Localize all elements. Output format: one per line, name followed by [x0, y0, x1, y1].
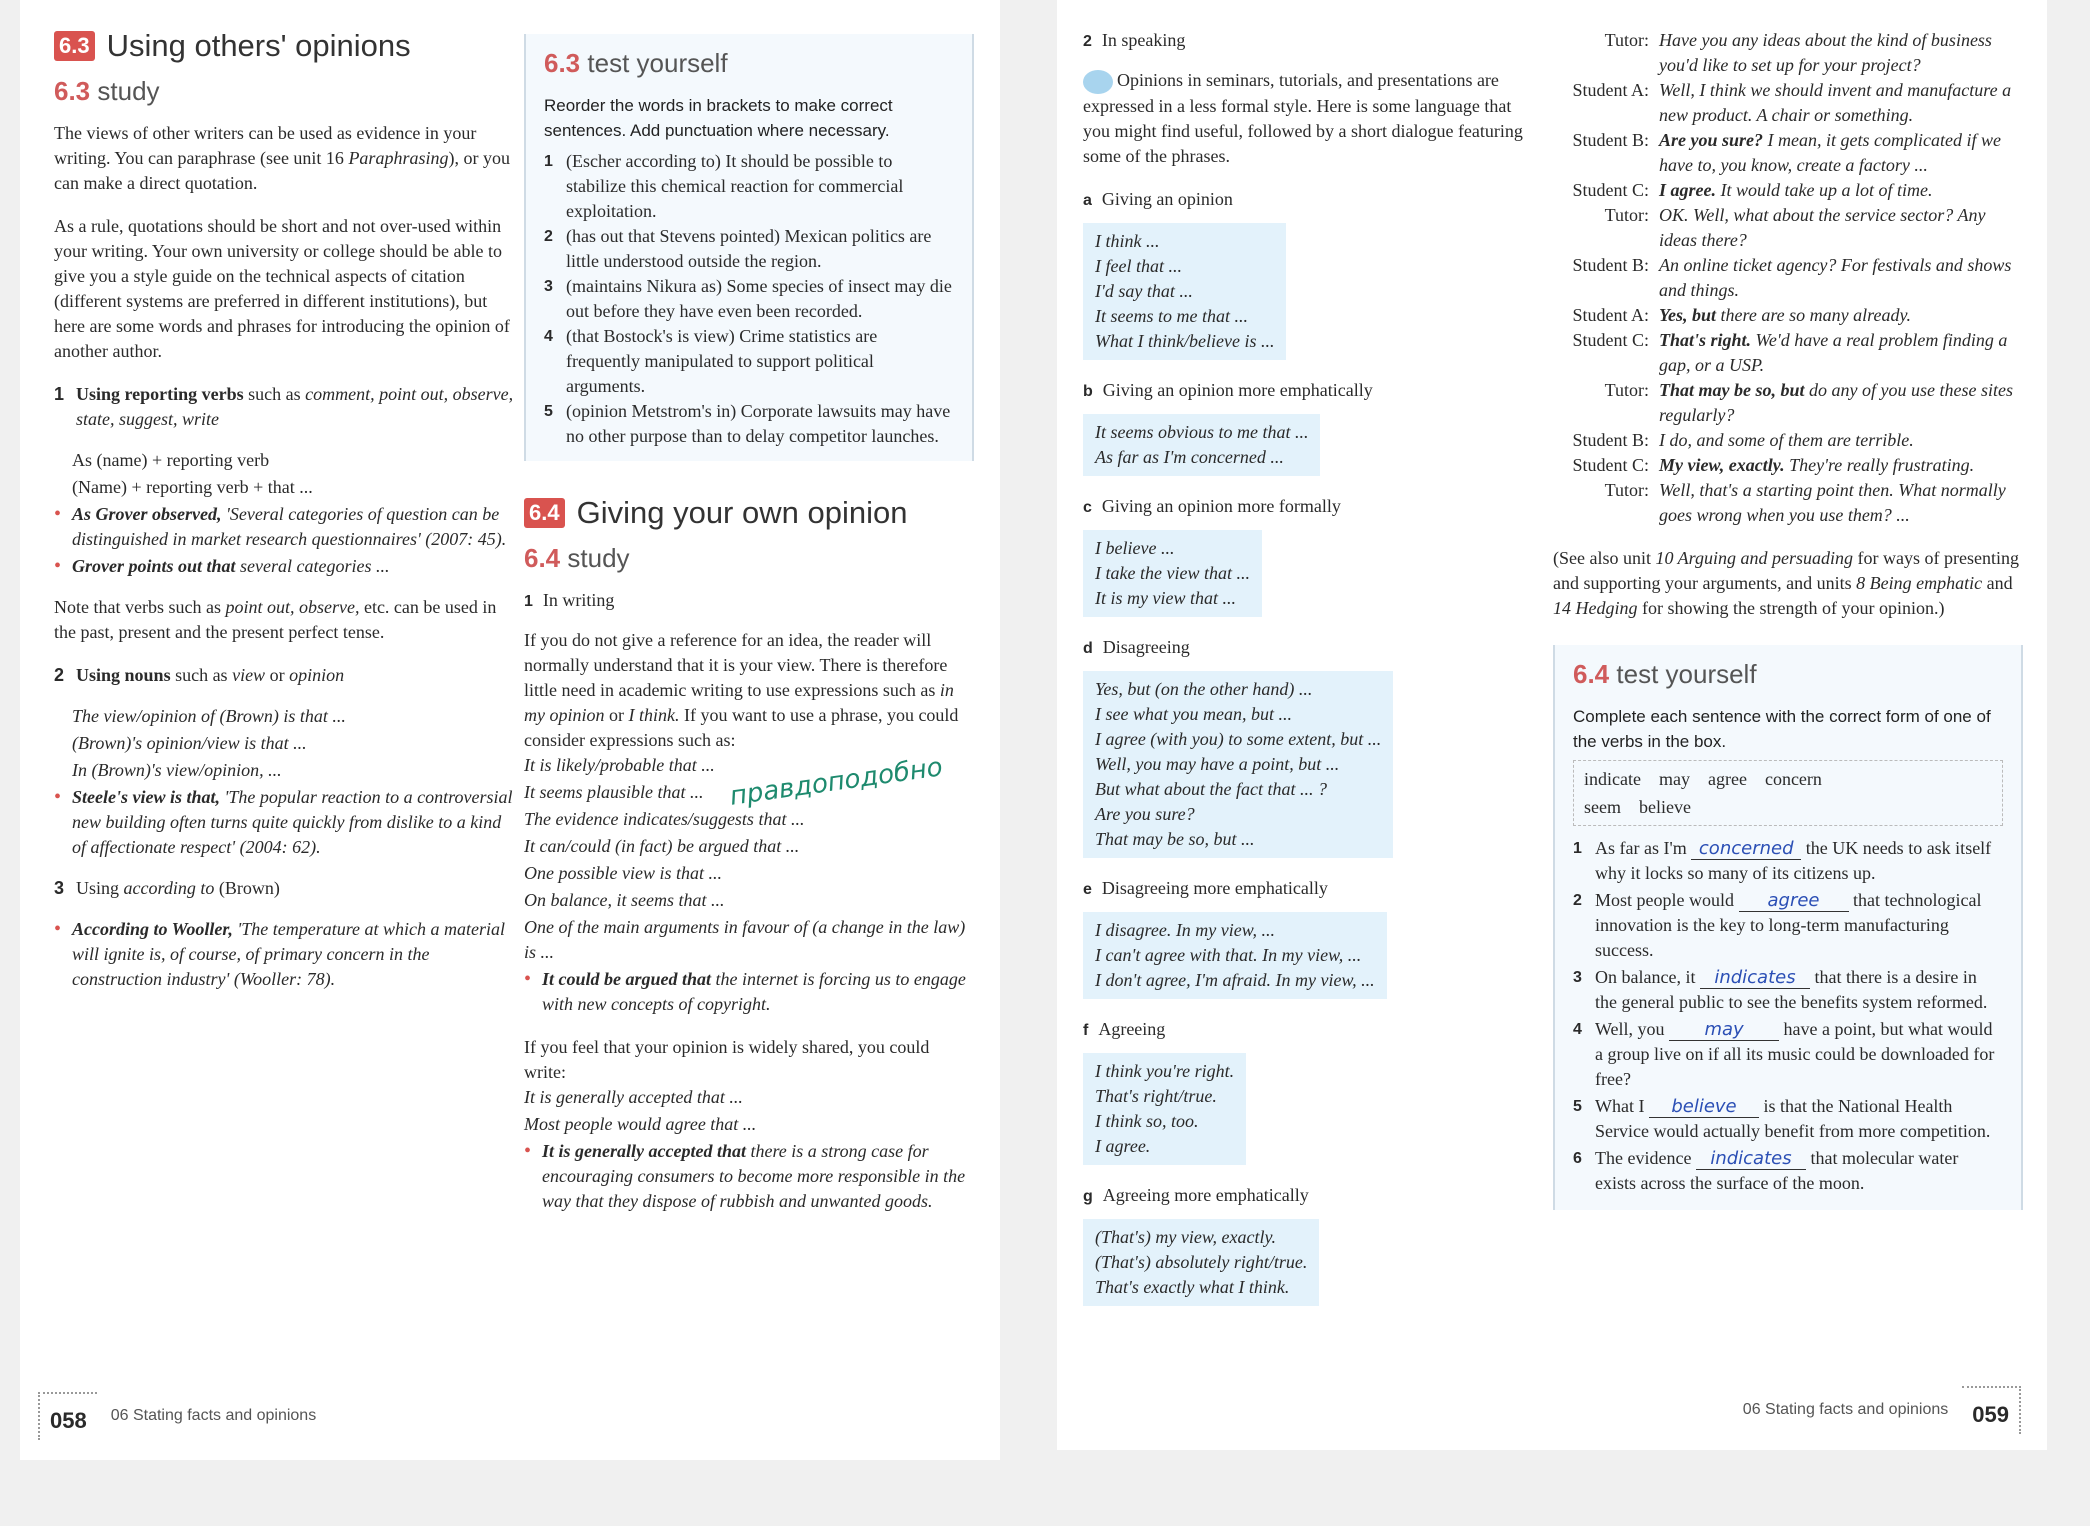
item-number: 6	[1573, 1150, 1582, 1167]
emphasis: That may be so, but	[1659, 380, 1805, 400]
bullet-example: • As Grover observed, 'Several categories of question can be distinguished in market research questionnaires' (2007: 45).	[54, 502, 516, 552]
group-title: Giving an opinion	[1101, 188, 1233, 209]
word-box	[1573, 760, 2003, 826]
item-number: 3	[1573, 969, 1582, 986]
item-number: 4	[544, 328, 553, 345]
phrase: That's exactly what I think.	[1095, 1276, 1290, 1297]
emphasis: I agree.	[1659, 180, 1716, 200]
speaker: Tutor:	[1604, 380, 1649, 400]
item-sentence	[1595, 965, 2003, 1015]
group-heading	[1083, 378, 1523, 404]
example-phrase: The evidence indicates/suggests that ...	[524, 809, 805, 829]
dialogue-line	[1553, 78, 2023, 128]
section-title: Giving your own opinion	[576, 495, 908, 530]
list-item: 3 Using according to (Brown)	[54, 878, 280, 898]
page-number: 059	[1962, 1386, 2021, 1434]
line-text	[1659, 28, 2023, 78]
left-column-1	[54, 28, 516, 994]
line-text	[1659, 128, 2023, 178]
phrase: (That's) absolutely right/true.	[1095, 1251, 1308, 1272]
line: there are so many already.	[1716, 305, 1911, 325]
group-letter: e	[1083, 880, 1092, 898]
word-option: believe	[1638, 797, 1691, 817]
phrase: (That's) my view, exactly.	[1095, 1226, 1276, 1247]
item-number: 4	[1573, 1021, 1582, 1038]
examples	[524, 753, 974, 1017]
section-6-4-heading	[524, 495, 974, 531]
line-text	[1659, 178, 1932, 203]
item-sentence	[1595, 1017, 2003, 1092]
footer-text: 06 Stating facts and opinions	[110, 1407, 317, 1424]
line-text	[1659, 253, 2023, 303]
sentence-start: Well, you	[1595, 1019, 1670, 1039]
phrase: It seems obvious to me that ...	[1095, 421, 1309, 442]
dialogue-line	[1553, 253, 2023, 303]
right-column-2	[1553, 28, 2023, 1210]
group-title: Agreeing	[1098, 1018, 1166, 1039]
dialogue-line	[1553, 453, 2023, 478]
word-option: agree	[1707, 769, 1747, 789]
subsection-heading: 2 In speaking	[1083, 30, 1186, 50]
test-item	[1573, 965, 2003, 1015]
line-text	[1659, 478, 2023, 528]
test-yourself-6-3	[524, 34, 974, 461]
dialogue-line	[1553, 478, 2023, 528]
line-text	[1659, 78, 2023, 128]
line: They're really frustrating.	[1784, 455, 1975, 475]
left-page	[20, 0, 1000, 1460]
line-text	[1659, 453, 1974, 478]
phrase: Well, you may have a point, but ...	[1095, 753, 1340, 774]
answer-blank[interactable]: indicates	[1696, 1149, 1806, 1170]
line: We'd have a real problem finding a gap, or a USP.	[1659, 330, 2008, 375]
phrase: I agree.	[1095, 1135, 1151, 1156]
item-number: 5	[1573, 1098, 1582, 1115]
bullet-example: • It is generally accepted that there is a strong case for encouraging consumers to become more responsible in the way that they dispose of rubbish and unwanted goods.	[524, 1139, 974, 1214]
right-column-1	[1083, 28, 1523, 1324]
test-yourself-6-4	[1553, 645, 2023, 1210]
dialogue	[1553, 28, 2023, 528]
example-phrase: It can/could (in fact) be argued that ...	[524, 836, 800, 856]
footer-text: 06 Stating facts and opinions	[1742, 1401, 1949, 1418]
group-letter: f	[1083, 1021, 1089, 1039]
answer-blank[interactable]: concerned	[1691, 839, 1801, 860]
group-letter: b	[1083, 382, 1093, 400]
paragraph: If you do not give a reference for an idea, the reader will normally understand that it is your view. There is therefore little need in academic writing to use expressions such as in my opinion or I think. If you want to use a phrase, you could consider expressions such as:	[524, 630, 959, 750]
phrase: I disagree. In my view, ...	[1095, 919, 1275, 940]
answer-blank[interactable]: may	[1669, 1020, 1779, 1041]
phrase-groups	[1083, 187, 1523, 1324]
sentence-end: is that the National Health Service would actually benefit from more competition.	[1595, 1096, 1991, 1141]
emphasis: My view, exactly.	[1659, 455, 1785, 475]
emphasis: That's right.	[1659, 330, 1752, 350]
bullet-example: • According to Wooller, 'The temperature at which a material will ignite is, of course, of primary concern in the construction industry' (Wooller: 78).	[54, 917, 516, 992]
test-yourself-heading: 6.3 test yourself	[544, 48, 728, 78]
group-title: Giving an opinion more emphatically	[1102, 379, 1373, 400]
list-item: 2 Using nouns such as view or opinion	[54, 665, 345, 685]
item-text: (Escher according to) It should be possible to stabilize this chemical reaction for commercial exploitation.	[566, 151, 904, 221]
sentence-start: The evidence	[1595, 1148, 1696, 1168]
sentence-end: have a point, but what would a group live on if all its music could be downloaded for free?	[1595, 1019, 1995, 1089]
group-heading	[1083, 876, 1523, 902]
phrase: But what about the fact that ... ?	[1095, 778, 1327, 799]
examples	[54, 917, 516, 992]
group-heading	[1083, 187, 1523, 213]
test-item	[544, 399, 954, 449]
test-item	[1573, 888, 2003, 963]
item-number: 1	[1573, 840, 1582, 857]
section-title: Using others' opinions	[106, 28, 411, 63]
item-sentence	[1595, 1094, 2003, 1144]
bullet-example: • Grover points out that several categories ...	[54, 554, 516, 579]
phrase-box	[1083, 414, 1320, 476]
phrase: I think so, too.	[1095, 1110, 1199, 1131]
word-option: seem	[1584, 797, 1621, 817]
list-item: 1 Using reporting verbs such as comment, point out, observe, state, suggest, write	[54, 384, 514, 429]
examples	[524, 1085, 974, 1214]
group-heading	[1083, 494, 1523, 520]
phrase: I can't agree with that. In my view, ...	[1095, 944, 1362, 965]
test-item	[1573, 1146, 2003, 1196]
speaker: Student B:	[1572, 255, 1649, 275]
dialogue-line	[1553, 128, 2023, 178]
item-number: 2	[544, 228, 553, 245]
sentence-end: the UK needs to ask itself why it locks so many of its citizens up.	[1595, 838, 1992, 883]
word-option: indicate	[1584, 769, 1641, 789]
sentence-end: that there is a desire in the general public to see the benefits system reformed.	[1595, 967, 1988, 1012]
paragraph: Opinions in seminars, tutorials, and presentations are expressed in a less formal style. Here is some language that you might find useful, followed by a short dialogue featuring some of the phrases.	[1083, 70, 1523, 166]
sentence-end: that technological innovation is the key to long-term manufacturing success.	[1595, 890, 1982, 960]
phrase: I agree (with you) to some extent, but ...	[1095, 728, 1382, 749]
group-heading	[1083, 1017, 1523, 1043]
example-phrase: One possible view is that ...	[524, 863, 722, 883]
line: I do, and some of them are terrible.	[1659, 430, 1914, 450]
line: An online ticket agency? For festivals and shows and things.	[1659, 255, 2012, 300]
answer-blank[interactable]: indicates	[1700, 968, 1810, 989]
test-instructions: Reorder the words in brackets to make correct sentences. Add punctuation where necessary.	[544, 96, 893, 140]
emphasis: Yes, but	[1659, 305, 1717, 325]
group-letter: a	[1083, 191, 1092, 209]
dialogue-line	[1553, 28, 2023, 78]
item-text: (maintains Nikura as) Some species of insect may die out before they have even been recorded.	[566, 276, 952, 321]
subsection-heading: 1 In writing	[524, 590, 615, 610]
dialogue-line	[1553, 178, 2023, 203]
sentence-start: On balance, it	[1595, 967, 1700, 987]
phrase-box	[1083, 671, 1393, 858]
paragraph: If you feel that your opinion is widely shared, you could write:	[524, 1037, 930, 1082]
group-letter: g	[1083, 1187, 1093, 1205]
right-page	[1057, 0, 2047, 1450]
speaker: Student C:	[1572, 180, 1649, 200]
speaker: Student B:	[1572, 430, 1649, 450]
examples: As (name) + reporting verb (Name) + reporting verb + that ... • As Grover observed, 'Several categories of question can be distinguished in market research questionnaires' (2007: 45). • Grover points out that several categories ...	[54, 448, 516, 579]
speaker: Tutor:	[1604, 30, 1649, 50]
phrase-box	[1083, 912, 1387, 999]
emphasis: Are you sure?	[1659, 130, 1764, 150]
item-number: 2	[1573, 892, 1582, 909]
paragraph: As a rule, quotations should be short and not over-used within your writing. Your own university or college should be able to give you a style guide on the technical aspects of citation (different systems are preferred in different institutions), but here are some words and phrases for introducing the opinion of another author.	[54, 216, 510, 361]
line: OK. Well, what about the service sector? Any ideas there?	[1659, 205, 1986, 250]
dialogue-line	[1553, 303, 2023, 328]
test-item	[1573, 1017, 2003, 1092]
group-letter: c	[1083, 498, 1092, 516]
test-item	[1573, 836, 2003, 886]
study-heading: 6.4 study	[524, 543, 630, 573]
test-item	[544, 149, 954, 224]
speaker: Student C:	[1572, 455, 1649, 475]
examples: The view/opinion of (Brown) is that ... (Brown)'s opinion/view is that ... In (Brown)'s view/opinion, ... • Steele's view is that, 'The popular reaction to a controversial new building often turns quite quickly from dislike to a kind of affectionate respect' (2004: 62).	[54, 704, 516, 860]
phrase-box	[1083, 1053, 1246, 1165]
item-number: 5	[544, 403, 553, 420]
line-text	[1659, 328, 2023, 378]
line-text	[1659, 303, 1911, 328]
dialogue-line	[1553, 203, 2023, 253]
word-option: concern	[1764, 769, 1822, 789]
footer-right	[1743, 1386, 2021, 1434]
phrase: As far as I'm concerned ...	[1095, 446, 1284, 467]
phrase: That may be so, but ...	[1095, 828, 1255, 849]
item-text: (that Bostock's is view) Crime statistics are frequently manipulated to support political arguments.	[566, 326, 878, 396]
phrase: It seems to me that ...	[1095, 305, 1248, 326]
speaker: Student A:	[1572, 305, 1649, 325]
item-number: 1	[544, 153, 553, 170]
phrase: I believe ...	[1095, 537, 1175, 558]
sentence-start: What I	[1595, 1096, 1649, 1116]
test-items	[1573, 836, 2003, 1196]
phrase: That's right/true.	[1095, 1085, 1217, 1106]
line-text	[1659, 428, 1914, 453]
item-number: 3	[544, 278, 553, 295]
speech-bubble-icon	[1083, 70, 1113, 94]
phrase: Are you sure?	[1095, 803, 1195, 824]
line: It would take up a lot of time.	[1716, 180, 1933, 200]
line: Have you any ideas about the kind of business you'd like to set up for your project?	[1659, 30, 1992, 75]
group-heading	[1083, 1183, 1523, 1209]
left-column-2	[524, 34, 974, 1216]
speaker: Student B:	[1572, 130, 1649, 150]
phrase-box	[1083, 530, 1262, 617]
footer-left	[38, 1392, 316, 1440]
line: do any of you use these sites regularly?	[1659, 380, 2013, 425]
item-sentence	[1595, 888, 2003, 963]
sentence-end: that molecular water exists across the surface of the moon.	[1595, 1148, 1959, 1193]
word-option: may	[1658, 769, 1690, 789]
item-sentence	[1595, 836, 2003, 886]
example-phrase: Most people would agree that ...	[524, 1114, 757, 1134]
test-instructions: Complete each sentence with the correct form of one of the verbs in the box.	[1573, 707, 1991, 751]
phrase: I feel that ...	[1095, 255, 1182, 276]
test-item	[1573, 1094, 2003, 1144]
phrase: I see what you mean, but ...	[1095, 703, 1292, 724]
example-phrase: On balance, it seems that ...	[524, 890, 725, 910]
handwritten-note: правдоподобно	[727, 752, 945, 812]
test-item	[544, 324, 954, 399]
dialogue-line	[1553, 328, 2023, 378]
group-title: Disagreeing	[1102, 636, 1190, 657]
group-title: Agreeing more emphatically	[1102, 1184, 1309, 1205]
test-items	[544, 149, 954, 449]
phrase: What I think/believe is ...	[1095, 330, 1275, 351]
group-title: Giving an opinion more formally	[1101, 495, 1341, 516]
sentence-start: As far as I'm	[1595, 838, 1692, 858]
bullet-example: • It could be argued that the internet is forcing us to engage with new concepts of copyright.	[524, 967, 974, 1017]
line-text	[1659, 203, 2023, 253]
answer-blank[interactable]: believe	[1649, 1097, 1759, 1118]
phrase-box	[1083, 223, 1286, 360]
phrase-box	[1083, 1219, 1319, 1306]
page-number: 058	[38, 1392, 97, 1440]
phrase: Yes, but (on the other hand) ...	[1095, 678, 1313, 699]
section-badge: 6.3	[54, 31, 95, 61]
speaker: Tutor:	[1604, 480, 1649, 500]
speaker: Student A:	[1572, 80, 1649, 100]
phrase: It is my view that ...	[1095, 587, 1236, 608]
line: Well, that's a starting point then. What normally goes wrong when you use them? ...	[1659, 480, 2006, 525]
sentence-start: Most people would	[1595, 890, 1739, 910]
test-yourself-heading: 6.4 test yourself	[1573, 659, 1757, 689]
group-title: Disagreeing more emphatically	[1101, 877, 1328, 898]
example-phrase: It is generally accepted that ...	[524, 1087, 743, 1107]
section-badge: 6.4	[524, 498, 565, 528]
phrase: I'd say that ...	[1095, 280, 1193, 301]
test-item	[544, 274, 954, 324]
phrase: I take the view that ...	[1095, 562, 1250, 583]
item-text: (opinion Metstrom's in) Corporate lawsuits may have no other purpose than to delay competitor launches.	[566, 401, 951, 446]
phrase: I think ...	[1095, 230, 1160, 251]
study-heading: 6.3 study	[54, 76, 160, 106]
see-also-paragraph: (See also unit 10 Arguing and persuading for ways of presenting and supporting your arguments, and units 8 Being emphatic and 14 Hedging for showing the strength of your opinion.)	[1553, 548, 2019, 618]
section-6-3-heading	[54, 28, 516, 64]
item-text: (has out that Stevens pointed) Mexican politics are little understood outside the region.	[566, 226, 932, 271]
paragraph: Note that verbs such as point out, observe, etc. can be used in the past, present and the present perfect tense.	[54, 597, 497, 642]
phrase: I think you're right.	[1095, 1060, 1235, 1081]
dialogue-line	[1553, 428, 2023, 453]
group-letter: d	[1083, 639, 1093, 657]
speaker: Student C:	[1572, 330, 1649, 350]
speaker: Tutor:	[1604, 205, 1649, 225]
example-phrase: It seems plausible that ...	[524, 782, 704, 802]
dialogue-line	[1553, 378, 2023, 428]
group-heading	[1083, 635, 1523, 661]
bullet-example: • Steele's view is that, 'The popular reaction to a controversial new building often turns quite quickly from dislike to a kind of affectionate respect' (2004: 62).	[54, 785, 516, 860]
line: Well, I think we should invent and manufacture a new product. A chair or something.	[1659, 80, 2012, 125]
answer-blank[interactable]: agree	[1739, 891, 1849, 912]
paragraph: The views of other writers can be used as evidence in your writing. You can paraphrase (see unit 16 Paraphrasing), or you can make a direct quotation.	[54, 123, 510, 193]
item-sentence	[1595, 1146, 2003, 1196]
line-text	[1659, 378, 2023, 428]
line: I mean, it gets complicated if we have to, you know, create a factory ...	[1659, 130, 2001, 175]
example-phrase: It is likely/probable that ...	[524, 755, 715, 775]
phrase: I don't agree, I'm afraid. In my view, ...	[1095, 969, 1375, 990]
example-phrase: One of the main arguments in favour of (a change in the law) is ...	[524, 917, 966, 962]
test-item	[544, 224, 954, 274]
